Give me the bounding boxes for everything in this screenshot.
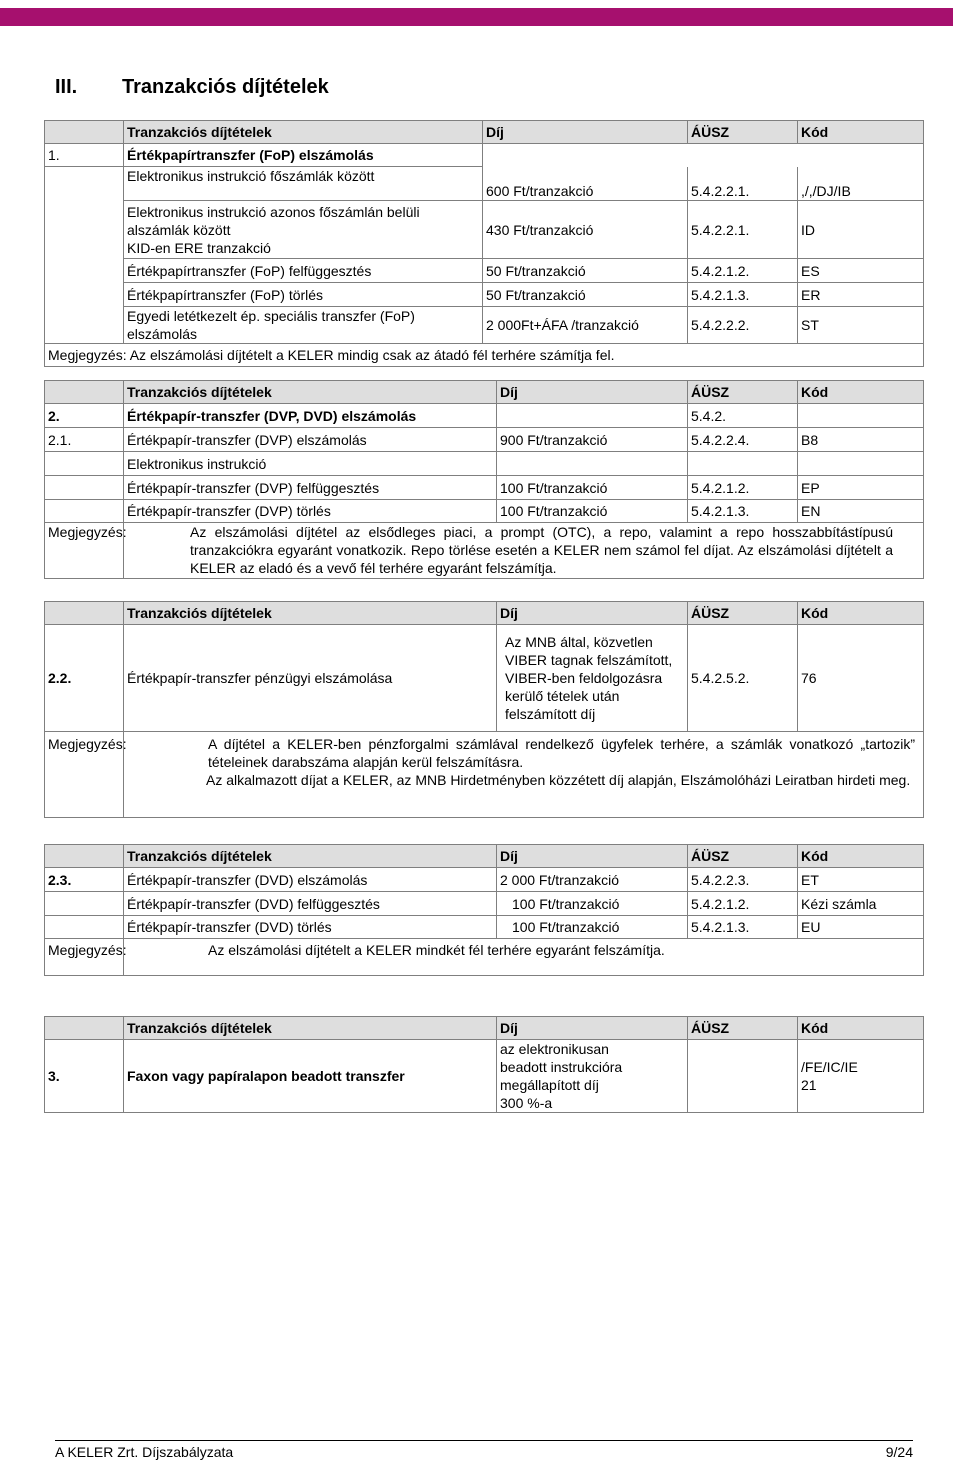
note-label: Megjegyzés: bbox=[45, 523, 124, 579]
row-number: 1. bbox=[45, 144, 124, 167]
item-name: Elektronikus instrukció főszámlák között bbox=[124, 167, 483, 201]
item-name: Értékpapír-transzfer (DVP) felfüggesztés bbox=[124, 476, 497, 500]
footer-document-title: A KELER Zrt. Díjszabályzata bbox=[55, 1444, 234, 1460]
header-auesz: ÁÜSZ bbox=[688, 845, 798, 868]
item-auesz: 5.4.2.1.3. bbox=[688, 283, 798, 307]
item-name: Értékpapír-transzfer (DVD) felfüggesztés bbox=[124, 892, 497, 916]
item-name: Elektronikus instrukció azonos főszámlán belüli alszámlák között KID-en ERE tranzakció bbox=[124, 201, 483, 259]
header-code: Kód bbox=[798, 602, 924, 625]
header-name: Tranzakciós díjtételek bbox=[124, 1017, 497, 1040]
item-fee: 100 Ft/tranzakció bbox=[497, 500, 688, 523]
header-auesz: ÁÜSZ bbox=[688, 121, 798, 144]
table-row bbox=[45, 201, 924, 259]
table-row bbox=[45, 892, 924, 916]
header-code: Kód bbox=[798, 121, 924, 144]
financial-settlement-table bbox=[44, 601, 924, 818]
note-label: Megjegyzés: bbox=[45, 732, 124, 818]
item-fee: Az MNB által, közvetlen VIBER tagnak felszámított, VIBER-ben feldolgozásra kerülő tételek után felszámított díj bbox=[497, 625, 688, 732]
table-row bbox=[45, 868, 924, 892]
item-code: ER bbox=[798, 283, 924, 307]
item-code: Kézi számla bbox=[798, 892, 924, 916]
table-row bbox=[45, 476, 924, 500]
item-auesz: 5.4.2.1.2. bbox=[688, 476, 798, 500]
header-fee: Díj bbox=[497, 602, 688, 625]
section-title-text: Tranzakciós díjtételek bbox=[122, 76, 329, 98]
table-row bbox=[45, 625, 924, 732]
item-auesz: 5.4.2.5.2. bbox=[688, 625, 798, 732]
table-row bbox=[45, 500, 924, 523]
header-auesz: ÁÜSZ bbox=[688, 381, 798, 404]
page-number: 9/24 bbox=[885, 1444, 913, 1460]
section-title bbox=[55, 76, 329, 99]
item-name: Értékpapírtranszfer (FoP) törlés bbox=[124, 283, 483, 307]
header-fee: Díj bbox=[483, 121, 688, 144]
item-code: ,/,/DJ/IB bbox=[798, 167, 924, 201]
item-name: Egyedi letétkezelt ép. speciális transzfer (FoP) elszámolás bbox=[124, 307, 483, 344]
item-fee: 100 Ft/tranzakció bbox=[497, 476, 688, 500]
item-code: ES bbox=[798, 259, 924, 283]
item-name: Értékpapír-transzfer (DVP) törlés bbox=[124, 500, 497, 523]
note-text: Az elszámolási díjtételt a KELER mindkét fél terhére egyaránt felszámítja. bbox=[124, 939, 924, 976]
section-number: III. bbox=[55, 76, 78, 98]
fop-settlement-table bbox=[44, 120, 924, 367]
item-auesz: 5.4.2. bbox=[688, 404, 798, 428]
table-row bbox=[45, 404, 924, 428]
item-code: EN bbox=[798, 500, 924, 523]
item-fee: 2 000Ft+ÁFA /tranzakció bbox=[483, 307, 688, 344]
row-number: 2.2. bbox=[45, 625, 124, 732]
table-header-row bbox=[45, 1017, 924, 1040]
table-row bbox=[45, 1040, 924, 1113]
row-number: 2. bbox=[45, 404, 124, 428]
note-row bbox=[45, 523, 924, 579]
item-name: Értékpapír-transzfer (DVD) elszámolás bbox=[124, 868, 497, 892]
item-auesz: 5.4.2.1.3. bbox=[688, 916, 798, 939]
item-code: ET bbox=[798, 868, 924, 892]
item-fee: 900 Ft/tranzakció bbox=[497, 428, 688, 452]
row-number: 2.1. bbox=[45, 428, 124, 452]
item-code: 76 bbox=[798, 625, 924, 732]
note-row bbox=[45, 939, 924, 976]
item-code: ST bbox=[798, 307, 924, 344]
item-name: Értékpapírtranszfer (FoP) felfüggesztés bbox=[124, 259, 483, 283]
item-auesz: 5.4.2.2.1. bbox=[688, 167, 798, 201]
top-color-bar bbox=[0, 8, 953, 26]
header-auesz: ÁÜSZ bbox=[688, 1017, 798, 1040]
table-row bbox=[45, 144, 924, 167]
header-code: Kód bbox=[798, 845, 924, 868]
item-fee: 430 Ft/tranzakció bbox=[483, 201, 688, 259]
item-name: Értékpapír-transzfer (DVD) törlés bbox=[124, 916, 497, 939]
item-code: EU bbox=[798, 916, 924, 939]
item-auesz: 5.4.2.2.3. bbox=[688, 868, 798, 892]
header-auesz: ÁÜSZ bbox=[688, 602, 798, 625]
table-row bbox=[45, 167, 924, 201]
item-code: ID bbox=[798, 201, 924, 259]
header-fee: Díj bbox=[497, 1017, 688, 1040]
item-auesz: 5.4.2.1.2. bbox=[688, 892, 798, 916]
table-header-row bbox=[45, 121, 924, 144]
item-name: Értékpapír-transzfer pénzügyi elszámolása bbox=[124, 625, 497, 732]
table-row bbox=[45, 307, 924, 344]
item-fee: az elektronikusan beadott instrukcióra megállapított díj 300 %-a bbox=[497, 1040, 688, 1113]
item-fee: 600 Ft/tranzakció bbox=[483, 167, 688, 201]
header-fee: Díj bbox=[497, 845, 688, 868]
item-fee: 100 Ft/tranzakció bbox=[497, 916, 688, 939]
dvp-dvd-settlement-table bbox=[44, 380, 924, 579]
item-fee: 100 Ft/tranzakció bbox=[497, 892, 688, 916]
note-text: A díjtétel a KELER-ben pénzforgalmi számlával rendelkező ügyfelek terhére, a számlák vonatkozó „tartozik” tételeinek darabszáma alapján kerül felszámításra. Az alkalmazott díjat a KELER, az MNB Hirdetményben közzétett díj alapján, Elszámolóházi Leiratban hirdeti meg. bbox=[124, 732, 924, 818]
header-code: Kód bbox=[798, 381, 924, 404]
header-name: Tranzakciós díjtételek bbox=[124, 121, 483, 144]
item-fee: 2 000 Ft/tranzakció bbox=[497, 868, 688, 892]
header-name: Tranzakciós díjtételek bbox=[124, 602, 497, 625]
table-row bbox=[45, 259, 924, 283]
footer-rule bbox=[55, 1440, 913, 1441]
header-name: Tranzakciós díjtételek bbox=[124, 845, 497, 868]
item-name: Faxon vagy papíralapon beadott transzfer bbox=[124, 1040, 497, 1113]
header-fee: Díj bbox=[497, 381, 688, 404]
item-auesz: 5.4.2.2.1. bbox=[688, 201, 798, 259]
fax-paper-transfer-table bbox=[44, 1016, 924, 1113]
table-row bbox=[45, 283, 924, 307]
table-header-row bbox=[45, 845, 924, 868]
item-auesz: 5.4.2.2.4. bbox=[688, 428, 798, 452]
table-header-row bbox=[45, 602, 924, 625]
item-code: B8 bbox=[798, 428, 924, 452]
row-number: 3. bbox=[45, 1040, 124, 1113]
row-number: 2.3. bbox=[45, 868, 124, 892]
item-name: Értékpapír-transzfer (DVP) elszámolás bbox=[124, 428, 497, 452]
item-auesz: 5.4.2.1.2. bbox=[688, 259, 798, 283]
group-title: Értékpapírtranszfer (FoP) elszámolás bbox=[124, 144, 483, 167]
item-code: /FE/IC/IE 21 bbox=[798, 1040, 924, 1113]
note-text: Megjegyzés: Az elszámolási díjtételt a KELER mindig csak az átadó fél terhére számítja fel. bbox=[45, 344, 924, 367]
item-code: EP bbox=[798, 476, 924, 500]
note-label: Megjegyzés: bbox=[45, 939, 124, 976]
table-row bbox=[45, 916, 924, 939]
item-fee: 50 Ft/tranzakció bbox=[483, 259, 688, 283]
item-auesz: 5.4.2.2.2. bbox=[688, 307, 798, 344]
note-row bbox=[45, 344, 924, 367]
dvd-settlement-table bbox=[44, 844, 924, 976]
header-code: Kód bbox=[798, 1017, 924, 1040]
item-name: Elektronikus instrukció bbox=[124, 452, 497, 476]
item-auesz: 5.4.2.1.3. bbox=[688, 500, 798, 523]
item-fee: 50 Ft/tranzakció bbox=[483, 283, 688, 307]
note-text: Az elszámolási díjtétel az elsődleges piaci, a prompt (OTC), a repo, valamint a repo hosszabbítástípusú tranzakciókra egyaránt vonatkozik. Repo törlése esetén a KELER nem számol fel díjat. Az elszámolási díjtételt a KELER az eladó és a vevő fél terhére egyaránt felszámítja. bbox=[124, 523, 924, 579]
header-name: Tranzakciós díjtételek bbox=[124, 381, 497, 404]
group-title: Értékpapír-transzfer (DVP, DVD) elszámolás bbox=[124, 404, 497, 428]
note-row bbox=[45, 732, 924, 818]
table-row bbox=[45, 428, 924, 452]
table-row bbox=[45, 452, 924, 476]
table-header-row bbox=[45, 381, 924, 404]
